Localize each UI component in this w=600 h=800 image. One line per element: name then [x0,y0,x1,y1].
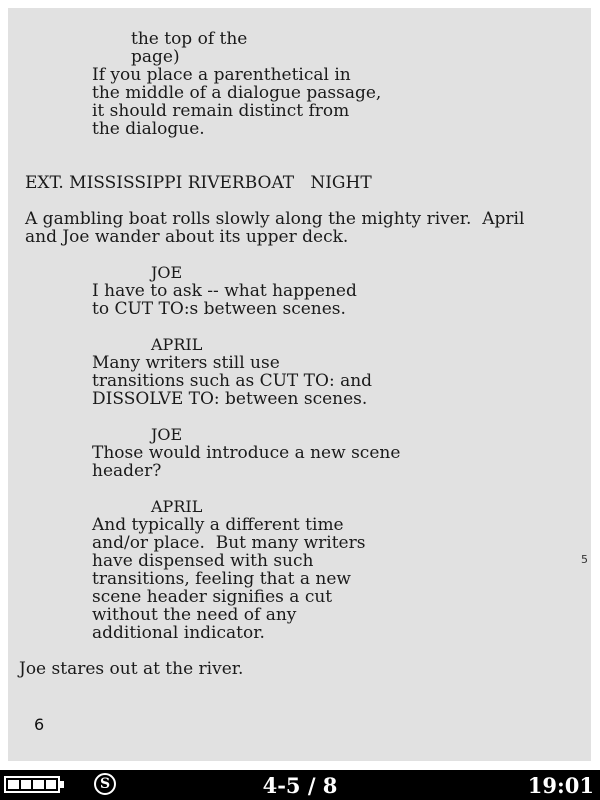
character-name: JOE [151,425,183,444]
dialogue-line: the middle of a dialogue passage, [92,83,382,103]
parenthetical-line: page) [131,47,180,67]
scene-heading: EXT. MISSISSIPPI RIVERBOAT NIGHT [25,173,372,193]
character-name: JOE [151,263,183,282]
dialogue-line: additional indicator. [92,623,265,643]
battery-icon [4,776,60,793]
dialogue-line: scene header signifies a cut [92,587,333,607]
dialogue-line: And typically a different time [92,515,344,535]
dialogue-line: If you place a parenthetical in [92,65,351,85]
action-line: A gambling boat rolls slowly along the mighty river. April [25,209,525,229]
margin-page-number: 5 [581,553,588,566]
action-line: and Joe wander about its upper deck. [25,227,349,247]
dialogue-line: I have to ask -- what happened [92,281,357,301]
sync-icon[interactable]: S [94,773,116,795]
dialogue-line: transitions such as CUT TO: and [92,371,373,391]
page-number: 6 [34,715,45,734]
character-name: APRIL [151,335,203,354]
parenthetical-line: the top of the [131,29,248,49]
dialogue-line: it should remain distinct from [92,101,350,121]
dialogue-line: and/or place. But many writers [92,533,366,553]
dialogue-line: without the need of any [92,605,297,625]
character-name: APRIL [151,497,203,516]
dialogue-line: DISSOLVE TO: between scenes. [92,389,368,409]
dialogue-line: the dialogue. [92,119,205,139]
dialogue-line: have dispensed with such [92,551,314,571]
page-indicator[interactable]: 4-5 / 8 [262,773,338,798]
dialogue-line: Those would introduce a new scene [92,443,401,463]
action-line: Joe stares out at the river. [19,659,244,679]
dialogue-line: Many writers still use [92,353,280,373]
clock: 19:01 [527,773,594,798]
dialogue-line: header? [92,461,162,481]
dialogue-line: transitions, feeling that a new [92,569,351,589]
dialogue-line: to CUT TO:s between scenes. [92,299,346,319]
battery-tip [60,781,64,788]
